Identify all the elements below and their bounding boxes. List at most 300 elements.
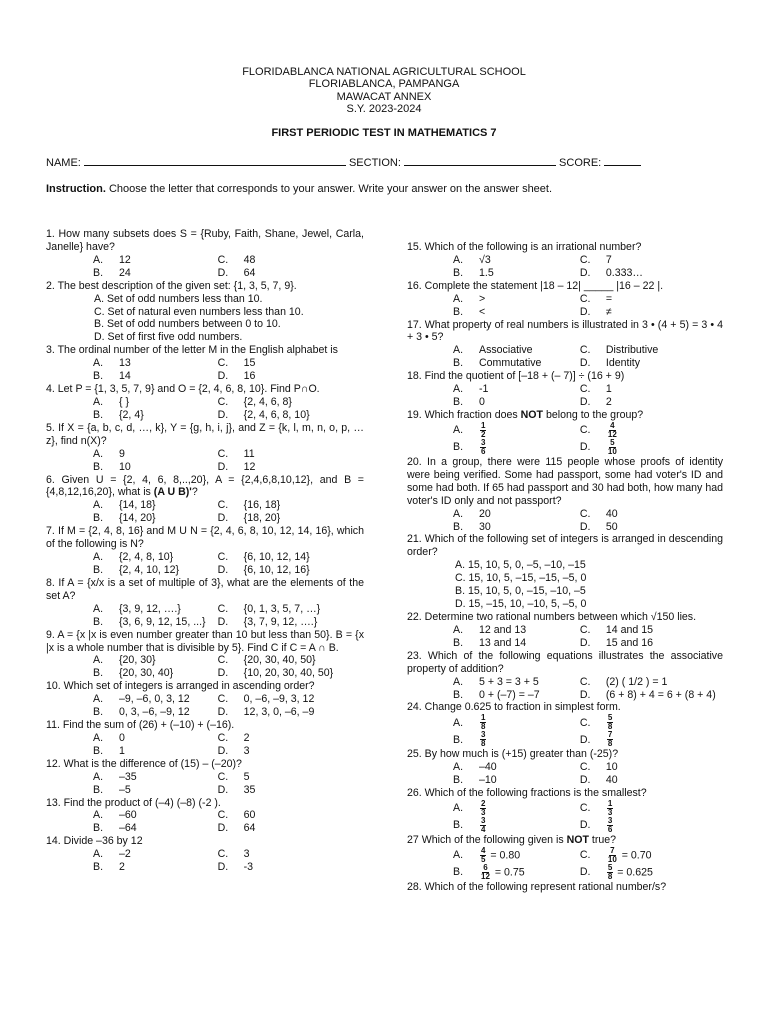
fraction bbox=[480, 847, 486, 864]
option-letter: A. bbox=[453, 383, 464, 396]
option-letter: B. bbox=[453, 636, 464, 649]
answer-option[interactable] bbox=[93, 370, 218, 383]
answer-option[interactable] bbox=[218, 254, 364, 267]
question-item bbox=[46, 228, 364, 280]
option-text: 13 and 14 bbox=[479, 636, 527, 649]
question-emphasis: NOT bbox=[520, 408, 544, 421]
answer-option[interactable] bbox=[218, 861, 364, 874]
question-stem: 12. What is the difference of (15) – (–20)? bbox=[46, 757, 242, 770]
question-stem: 19. Which fraction does NOT belong to the group? bbox=[407, 408, 644, 421]
answer-option[interactable] bbox=[453, 689, 580, 702]
answer-option[interactable] bbox=[580, 624, 723, 637]
answer-options bbox=[46, 254, 364, 280]
answer-option[interactable] bbox=[453, 422, 580, 439]
option-letter: D. bbox=[217, 783, 229, 796]
question-item bbox=[407, 748, 723, 787]
option-text: {3, 6, 9, 12, 15, ...} bbox=[119, 615, 206, 628]
option-text: –2 bbox=[119, 848, 131, 861]
answer-options bbox=[407, 293, 723, 319]
option-letter: B. bbox=[93, 615, 104, 628]
answer-option[interactable] bbox=[580, 344, 723, 357]
answer-option[interactable] bbox=[93, 732, 218, 745]
option-letter: A. bbox=[453, 344, 464, 357]
fraction bbox=[480, 864, 491, 881]
option-letter: A. bbox=[453, 761, 464, 774]
answer-option[interactable] bbox=[93, 809, 218, 822]
option-letter: C. bbox=[217, 253, 229, 266]
answer-option[interactable] bbox=[218, 370, 364, 383]
question-stem: 26. Which of the following fractions is the smallest? bbox=[407, 787, 647, 800]
answer-option[interactable] bbox=[93, 848, 218, 861]
option-letter: A. bbox=[453, 507, 464, 520]
option-text: 1 bbox=[605, 383, 612, 396]
answer-option[interactable] bbox=[453, 731, 580, 748]
answer-option[interactable] bbox=[218, 551, 364, 564]
option-letter: A. bbox=[453, 292, 464, 305]
answer-option[interactable] bbox=[453, 293, 580, 306]
answer-option[interactable] bbox=[580, 254, 723, 267]
section-blank[interactable] bbox=[404, 155, 556, 166]
option-text: 7 bbox=[605, 253, 612, 266]
answer-option[interactable]: A. 15, 10, 5, 0, –5, –10, –15 bbox=[455, 559, 586, 572]
answer-option[interactable] bbox=[580, 676, 723, 689]
answer-option[interactable] bbox=[218, 784, 364, 797]
option-letter: D. bbox=[217, 744, 229, 757]
option-letter: D. bbox=[217, 370, 229, 383]
option-letter: B. bbox=[93, 667, 104, 680]
option-text: {14, 18} bbox=[119, 499, 156, 512]
option-letter: B. bbox=[93, 512, 104, 525]
option-text: 12 and 13 bbox=[479, 623, 527, 636]
option-text: 0 bbox=[479, 396, 485, 409]
option-text: 15 and 16 bbox=[605, 636, 654, 649]
answer-option[interactable] bbox=[93, 745, 218, 758]
answer-option[interactable] bbox=[453, 508, 580, 521]
option-letter: D. bbox=[217, 512, 229, 525]
answer-options bbox=[46, 448, 364, 474]
option-text: -1 bbox=[479, 383, 489, 396]
question-stem: 28. Which of the following represent rational number/s? bbox=[407, 880, 667, 893]
answer-options bbox=[46, 654, 364, 680]
option-text: 0, –6, –9, 3, 12 bbox=[243, 693, 315, 706]
answer-option[interactable]: C. Set of natural even numbers less than 10. bbox=[94, 305, 304, 318]
option-letter: A. bbox=[453, 675, 464, 688]
score-blank[interactable] bbox=[604, 155, 641, 166]
option-text: Commutative bbox=[479, 357, 542, 370]
option-text: Distributive bbox=[605, 344, 659, 357]
test-title: FIRST PERIODIC TEST IN MATHEMATICS 7 bbox=[271, 127, 497, 139]
answer-option[interactable] bbox=[93, 409, 218, 422]
option-letter: D. bbox=[579, 396, 591, 409]
right-column bbox=[407, 241, 723, 894]
option-letter: B. bbox=[453, 688, 464, 701]
answer-option[interactable] bbox=[580, 293, 723, 306]
answer-option[interactable] bbox=[453, 637, 580, 650]
answer-option[interactable] bbox=[93, 254, 218, 267]
answer-option[interactable]: C. 15, 10, 5, –15, –15, –5, 0 bbox=[455, 572, 587, 585]
answer-option[interactable] bbox=[218, 745, 364, 758]
answer-option[interactable] bbox=[218, 654, 364, 667]
question-item bbox=[407, 280, 723, 319]
answer-option[interactable] bbox=[580, 761, 723, 774]
fraction-numerator: 6 bbox=[483, 862, 488, 872]
answer-option[interactable] bbox=[93, 616, 218, 629]
answer-options bbox=[46, 499, 364, 525]
answer-option[interactable] bbox=[580, 864, 723, 881]
answer-option[interactable] bbox=[218, 409, 364, 422]
option-letter: A. bbox=[93, 447, 104, 460]
option-text: 40 bbox=[605, 507, 618, 520]
answer-options bbox=[46, 732, 364, 758]
option-letter: C. bbox=[579, 424, 591, 437]
answer-option[interactable] bbox=[580, 383, 723, 396]
option-text: 14 bbox=[119, 370, 131, 383]
instruction-text: Choose the letter that corresponds to your answer. Write your answer on the answer sheet. bbox=[105, 183, 553, 195]
option-text: (2) ( 1/2 ) = 1 bbox=[605, 675, 668, 688]
answer-option[interactable]: D. Set of first five odd numbers. bbox=[94, 331, 243, 344]
answer-options bbox=[46, 357, 364, 383]
option-letter: D. bbox=[579, 733, 591, 746]
question-item bbox=[46, 835, 364, 874]
fraction-numerator: 1 bbox=[607, 799, 613, 809]
answer-option[interactable] bbox=[218, 667, 364, 680]
answer-option[interactable] bbox=[93, 499, 218, 512]
option-letter: C. bbox=[579, 761, 591, 774]
answer-option[interactable] bbox=[453, 847, 580, 864]
answer-option[interactable] bbox=[218, 461, 364, 474]
answer-option[interactable] bbox=[93, 267, 218, 280]
answer-option[interactable] bbox=[453, 624, 580, 637]
answer-option[interactable] bbox=[218, 809, 364, 822]
option-text: 3 bbox=[243, 848, 250, 861]
option-letter: D. bbox=[217, 408, 229, 421]
option-letter: C. bbox=[217, 848, 229, 861]
answer-option[interactable] bbox=[453, 383, 580, 396]
option-text: –5 bbox=[119, 783, 131, 796]
answer-option[interactable] bbox=[218, 706, 364, 719]
option-text: 13 bbox=[119, 357, 131, 370]
answer-option[interactable] bbox=[93, 357, 218, 370]
option-text: 0, 3, –6, –9, 12 bbox=[119, 706, 190, 719]
answer-options bbox=[46, 396, 364, 422]
option-letter: B. bbox=[453, 266, 464, 279]
question-stem: 25. By how much is (+15) greater than (-25)? bbox=[407, 748, 619, 761]
answer-options bbox=[407, 559, 723, 611]
answer-option[interactable] bbox=[218, 616, 364, 629]
option-text: {0, 1, 3, 5, 7, …} bbox=[243, 602, 321, 615]
answer-option[interactable] bbox=[580, 508, 723, 521]
answer-option[interactable] bbox=[453, 761, 580, 774]
answer-option[interactable] bbox=[93, 693, 218, 706]
option-letter: D. bbox=[579, 819, 591, 832]
answer-option[interactable] bbox=[453, 714, 580, 731]
option-letter: A. bbox=[93, 602, 104, 615]
answer-option[interactable] bbox=[93, 564, 218, 577]
option-text: {3, 7, 9, 12, ….} bbox=[243, 615, 318, 628]
question-emphasis: NOT bbox=[566, 834, 589, 847]
option-text: √3 bbox=[479, 253, 491, 266]
option-letter: D. bbox=[217, 266, 229, 279]
answer-option[interactable] bbox=[93, 603, 218, 616]
answer-option[interactable] bbox=[218, 499, 364, 512]
option-text: 0 + (–7) = –7 bbox=[479, 688, 540, 701]
fraction-denominator: 8 bbox=[607, 739, 613, 749]
question-item bbox=[46, 629, 364, 681]
answer-option[interactable] bbox=[580, 774, 723, 787]
question-emphasis: (A U B)' bbox=[153, 486, 192, 499]
option-text: –64 bbox=[119, 822, 137, 835]
answer-option[interactable] bbox=[453, 774, 580, 787]
school-town: FLORIABLANCA, PAMPANGA bbox=[308, 78, 460, 91]
answer-option[interactable] bbox=[218, 512, 364, 525]
question-stem: 16. Complete the statement |18 – 12| _____ |16 – 22 |. bbox=[407, 279, 664, 292]
answer-option[interactable]: B. Set of odd numbers between 0 to 10. bbox=[94, 318, 281, 331]
option-letter: B. bbox=[453, 520, 464, 533]
question-stem: 2. The best description of the given set: {1, 3, 5, 7, 9}. bbox=[46, 279, 297, 292]
fraction-numerator: 3 bbox=[481, 437, 486, 447]
option-text: 11 bbox=[243, 447, 255, 460]
option-text: –35 bbox=[119, 770, 137, 783]
answer-option[interactable] bbox=[218, 396, 364, 409]
answer-option[interactable] bbox=[93, 822, 218, 835]
answer-option[interactable] bbox=[580, 731, 723, 748]
fraction bbox=[480, 817, 486, 834]
answer-option[interactable] bbox=[93, 461, 218, 474]
option-text: {3, 9, 12, ….} bbox=[119, 602, 181, 615]
question-item bbox=[407, 701, 723, 748]
answer-options bbox=[407, 714, 723, 748]
fraction bbox=[607, 731, 613, 748]
option-letter: B. bbox=[453, 305, 464, 318]
option-letter: A. bbox=[93, 809, 104, 822]
fraction-numerator: 2 bbox=[481, 799, 486, 809]
left-column bbox=[46, 228, 364, 874]
answer-option[interactable] bbox=[453, 800, 580, 817]
answer-option[interactable] bbox=[580, 439, 723, 456]
option-letter: B. bbox=[93, 266, 104, 279]
answer-option[interactable] bbox=[580, 422, 723, 439]
question-stem: 23. Which of the following equations illustrates the associative property of addition? bbox=[407, 649, 723, 675]
option-letter: B. bbox=[93, 744, 104, 757]
answer-option[interactable] bbox=[218, 732, 364, 745]
answer-option[interactable] bbox=[453, 817, 580, 834]
option-text: {6, 10, 12, 16} bbox=[243, 563, 310, 576]
answer-option[interactable] bbox=[218, 822, 364, 835]
answer-options bbox=[407, 761, 723, 787]
option-letter: B. bbox=[93, 783, 104, 796]
answer-option[interactable] bbox=[453, 676, 580, 689]
answer-option[interactable] bbox=[580, 800, 723, 817]
option-text: 30 bbox=[479, 520, 491, 533]
fraction-numerator: 3 bbox=[481, 816, 486, 826]
answer-option[interactable] bbox=[93, 771, 218, 784]
option-letter: D. bbox=[579, 357, 591, 370]
option-text: Identity bbox=[605, 357, 641, 370]
option-letter: C. bbox=[217, 602, 229, 615]
question-item bbox=[407, 370, 723, 409]
answer-options bbox=[407, 508, 723, 534]
option-text: 14 and 15 bbox=[605, 623, 654, 636]
answer-option[interactable] bbox=[580, 306, 723, 319]
answer-option[interactable] bbox=[580, 357, 723, 370]
option-letter: A. bbox=[93, 731, 104, 744]
answer-option[interactable] bbox=[93, 784, 218, 797]
option-text: 24 bbox=[119, 266, 131, 279]
answer-option[interactable] bbox=[218, 564, 364, 577]
answer-option[interactable] bbox=[218, 448, 364, 461]
answer-option[interactable] bbox=[93, 396, 218, 409]
answer-option[interactable] bbox=[93, 512, 218, 525]
answer-option[interactable] bbox=[580, 267, 723, 280]
question-item bbox=[46, 719, 364, 758]
answer-option[interactable] bbox=[580, 521, 723, 534]
option-letter: B. bbox=[93, 408, 104, 421]
fraction-denominator: 3 bbox=[481, 808, 486, 818]
question-item bbox=[407, 456, 723, 534]
school-annex: MAWACAT ANNEX bbox=[336, 90, 432, 103]
answer-option[interactable] bbox=[93, 551, 218, 564]
option-letter: A. bbox=[453, 253, 464, 266]
option-text: = 0.625 bbox=[614, 866, 653, 879]
option-letter: C. bbox=[217, 770, 229, 783]
option-text: 3 bbox=[243, 744, 250, 757]
answer-option[interactable] bbox=[453, 267, 580, 280]
answer-option[interactable]: A. Set of odd numbers less than 10. bbox=[94, 292, 263, 305]
question-item bbox=[46, 344, 364, 383]
question-item bbox=[407, 409, 723, 456]
answer-option[interactable] bbox=[93, 654, 218, 667]
answer-option[interactable] bbox=[218, 267, 364, 280]
answer-option[interactable] bbox=[93, 667, 218, 680]
answer-option[interactable] bbox=[218, 603, 364, 616]
student-info-line bbox=[46, 155, 746, 170]
question-stem: 27 Which of the following given is NOT true? bbox=[407, 834, 617, 847]
option-text: {14, 20} bbox=[119, 512, 156, 525]
option-letter: C. bbox=[579, 849, 591, 862]
option-letter: D. bbox=[579, 688, 591, 701]
option-letter: C. bbox=[579, 507, 591, 520]
answer-options bbox=[407, 344, 723, 370]
answer-options bbox=[46, 293, 364, 345]
option-text: 0 bbox=[119, 731, 125, 744]
question-stem: 24. Change 0.625 to fraction in simplest form. bbox=[407, 701, 621, 714]
option-letter: D. bbox=[217, 615, 229, 628]
answer-option[interactable] bbox=[580, 637, 723, 650]
option-text: {18, 20} bbox=[243, 512, 281, 525]
option-letter: C. bbox=[217, 395, 229, 408]
answer-option[interactable] bbox=[453, 439, 580, 456]
answer-options bbox=[46, 693, 364, 719]
answer-option[interactable] bbox=[453, 344, 580, 357]
fraction-denominator: 8 bbox=[607, 722, 613, 732]
option-letter: D. bbox=[579, 774, 591, 787]
answer-option[interactable] bbox=[218, 693, 364, 706]
option-text: 10 bbox=[119, 460, 131, 473]
answer-option[interactable] bbox=[93, 706, 218, 719]
answer-option[interactable] bbox=[453, 306, 580, 319]
option-text: {2, 4, 10, 12} bbox=[119, 563, 180, 576]
fraction bbox=[607, 714, 613, 731]
option-letter: D. bbox=[579, 441, 591, 454]
option-letter: B. bbox=[93, 370, 104, 383]
answer-option[interactable] bbox=[580, 689, 723, 702]
answer-option[interactable] bbox=[93, 861, 218, 874]
question-item bbox=[407, 241, 723, 280]
option-letter: A. bbox=[453, 623, 464, 636]
option-letter: C. bbox=[579, 675, 591, 688]
fraction bbox=[607, 847, 618, 864]
option-letter: C. bbox=[217, 551, 229, 564]
answer-option[interactable] bbox=[453, 396, 580, 409]
option-letter: D. bbox=[217, 822, 229, 835]
fraction-denominator: 12 bbox=[481, 871, 490, 881]
fraction bbox=[480, 422, 486, 439]
option-text: {10, 20, 30, 40, 50} bbox=[243, 667, 334, 680]
answer-option[interactable] bbox=[453, 864, 580, 881]
school-year: S.Y. 2023-2024 bbox=[346, 102, 422, 115]
question-item bbox=[407, 319, 723, 371]
option-letter: D. bbox=[579, 266, 591, 279]
fraction-denominator: 4 bbox=[481, 825, 486, 835]
question-stem: 18. Find the quotient of [–18 + (– 7)] ÷ (16 + 9) bbox=[407, 370, 625, 383]
answer-option[interactable] bbox=[453, 521, 580, 534]
answer-option[interactable] bbox=[580, 847, 723, 864]
option-letter: A. bbox=[93, 253, 104, 266]
option-letter: A. bbox=[453, 802, 464, 815]
option-text: {20, 30, 40} bbox=[119, 667, 174, 680]
option-letter: B. bbox=[453, 774, 464, 787]
answer-options bbox=[407, 383, 723, 409]
answer-option[interactable] bbox=[218, 771, 364, 784]
option-text: {2, 4, 8, 10} bbox=[119, 551, 174, 564]
option-letter: C. bbox=[217, 809, 229, 822]
option-letter: B. bbox=[453, 866, 464, 879]
option-letter: C. bbox=[579, 802, 591, 815]
answer-option[interactable] bbox=[580, 714, 723, 731]
option-text: –40 bbox=[479, 761, 497, 774]
answer-option[interactable]: B. 15, 10, 5, 0, –15, –10, –5 bbox=[455, 585, 586, 598]
option-text: 10 bbox=[605, 761, 618, 774]
option-letter: A. bbox=[453, 424, 464, 437]
answer-option[interactable]: D. 15, –15, 10, –10, 5, –5, 0 bbox=[455, 598, 587, 611]
question-stem: 5. If X = {a, b, c, d, …, k}, Y = {g, h, i, j}, and Z = {k, l, m, n, o, p, …z}, find n(X)? bbox=[46, 421, 364, 447]
answer-option[interactable] bbox=[218, 848, 364, 861]
fraction-denominator: 8 bbox=[607, 871, 613, 881]
fraction-denominator: 12 bbox=[607, 429, 617, 439]
fraction-numerator: 7 bbox=[607, 730, 613, 740]
option-text: 12, 3, 0, –6, –9 bbox=[243, 706, 315, 719]
answer-options bbox=[46, 603, 364, 629]
answer-option[interactable] bbox=[93, 448, 218, 461]
name-blank[interactable] bbox=[84, 155, 346, 166]
answer-option[interactable] bbox=[580, 817, 723, 834]
option-letter: B. bbox=[93, 822, 104, 835]
option-text: ≠ bbox=[605, 305, 612, 318]
answer-option[interactable] bbox=[218, 357, 364, 370]
answer-option[interactable] bbox=[580, 396, 723, 409]
option-letter: A. bbox=[93, 770, 104, 783]
answer-option[interactable] bbox=[453, 254, 580, 267]
option-text: 64 bbox=[243, 266, 256, 279]
fraction bbox=[480, 800, 486, 817]
option-text: {2, 4, 6, 8, 10} bbox=[243, 408, 310, 421]
question-item bbox=[46, 474, 364, 526]
option-text: 5 bbox=[243, 770, 250, 783]
answer-options bbox=[46, 848, 364, 874]
option-letter: A. bbox=[93, 395, 104, 408]
answer-option[interactable] bbox=[453, 357, 580, 370]
question-item bbox=[46, 758, 364, 797]
